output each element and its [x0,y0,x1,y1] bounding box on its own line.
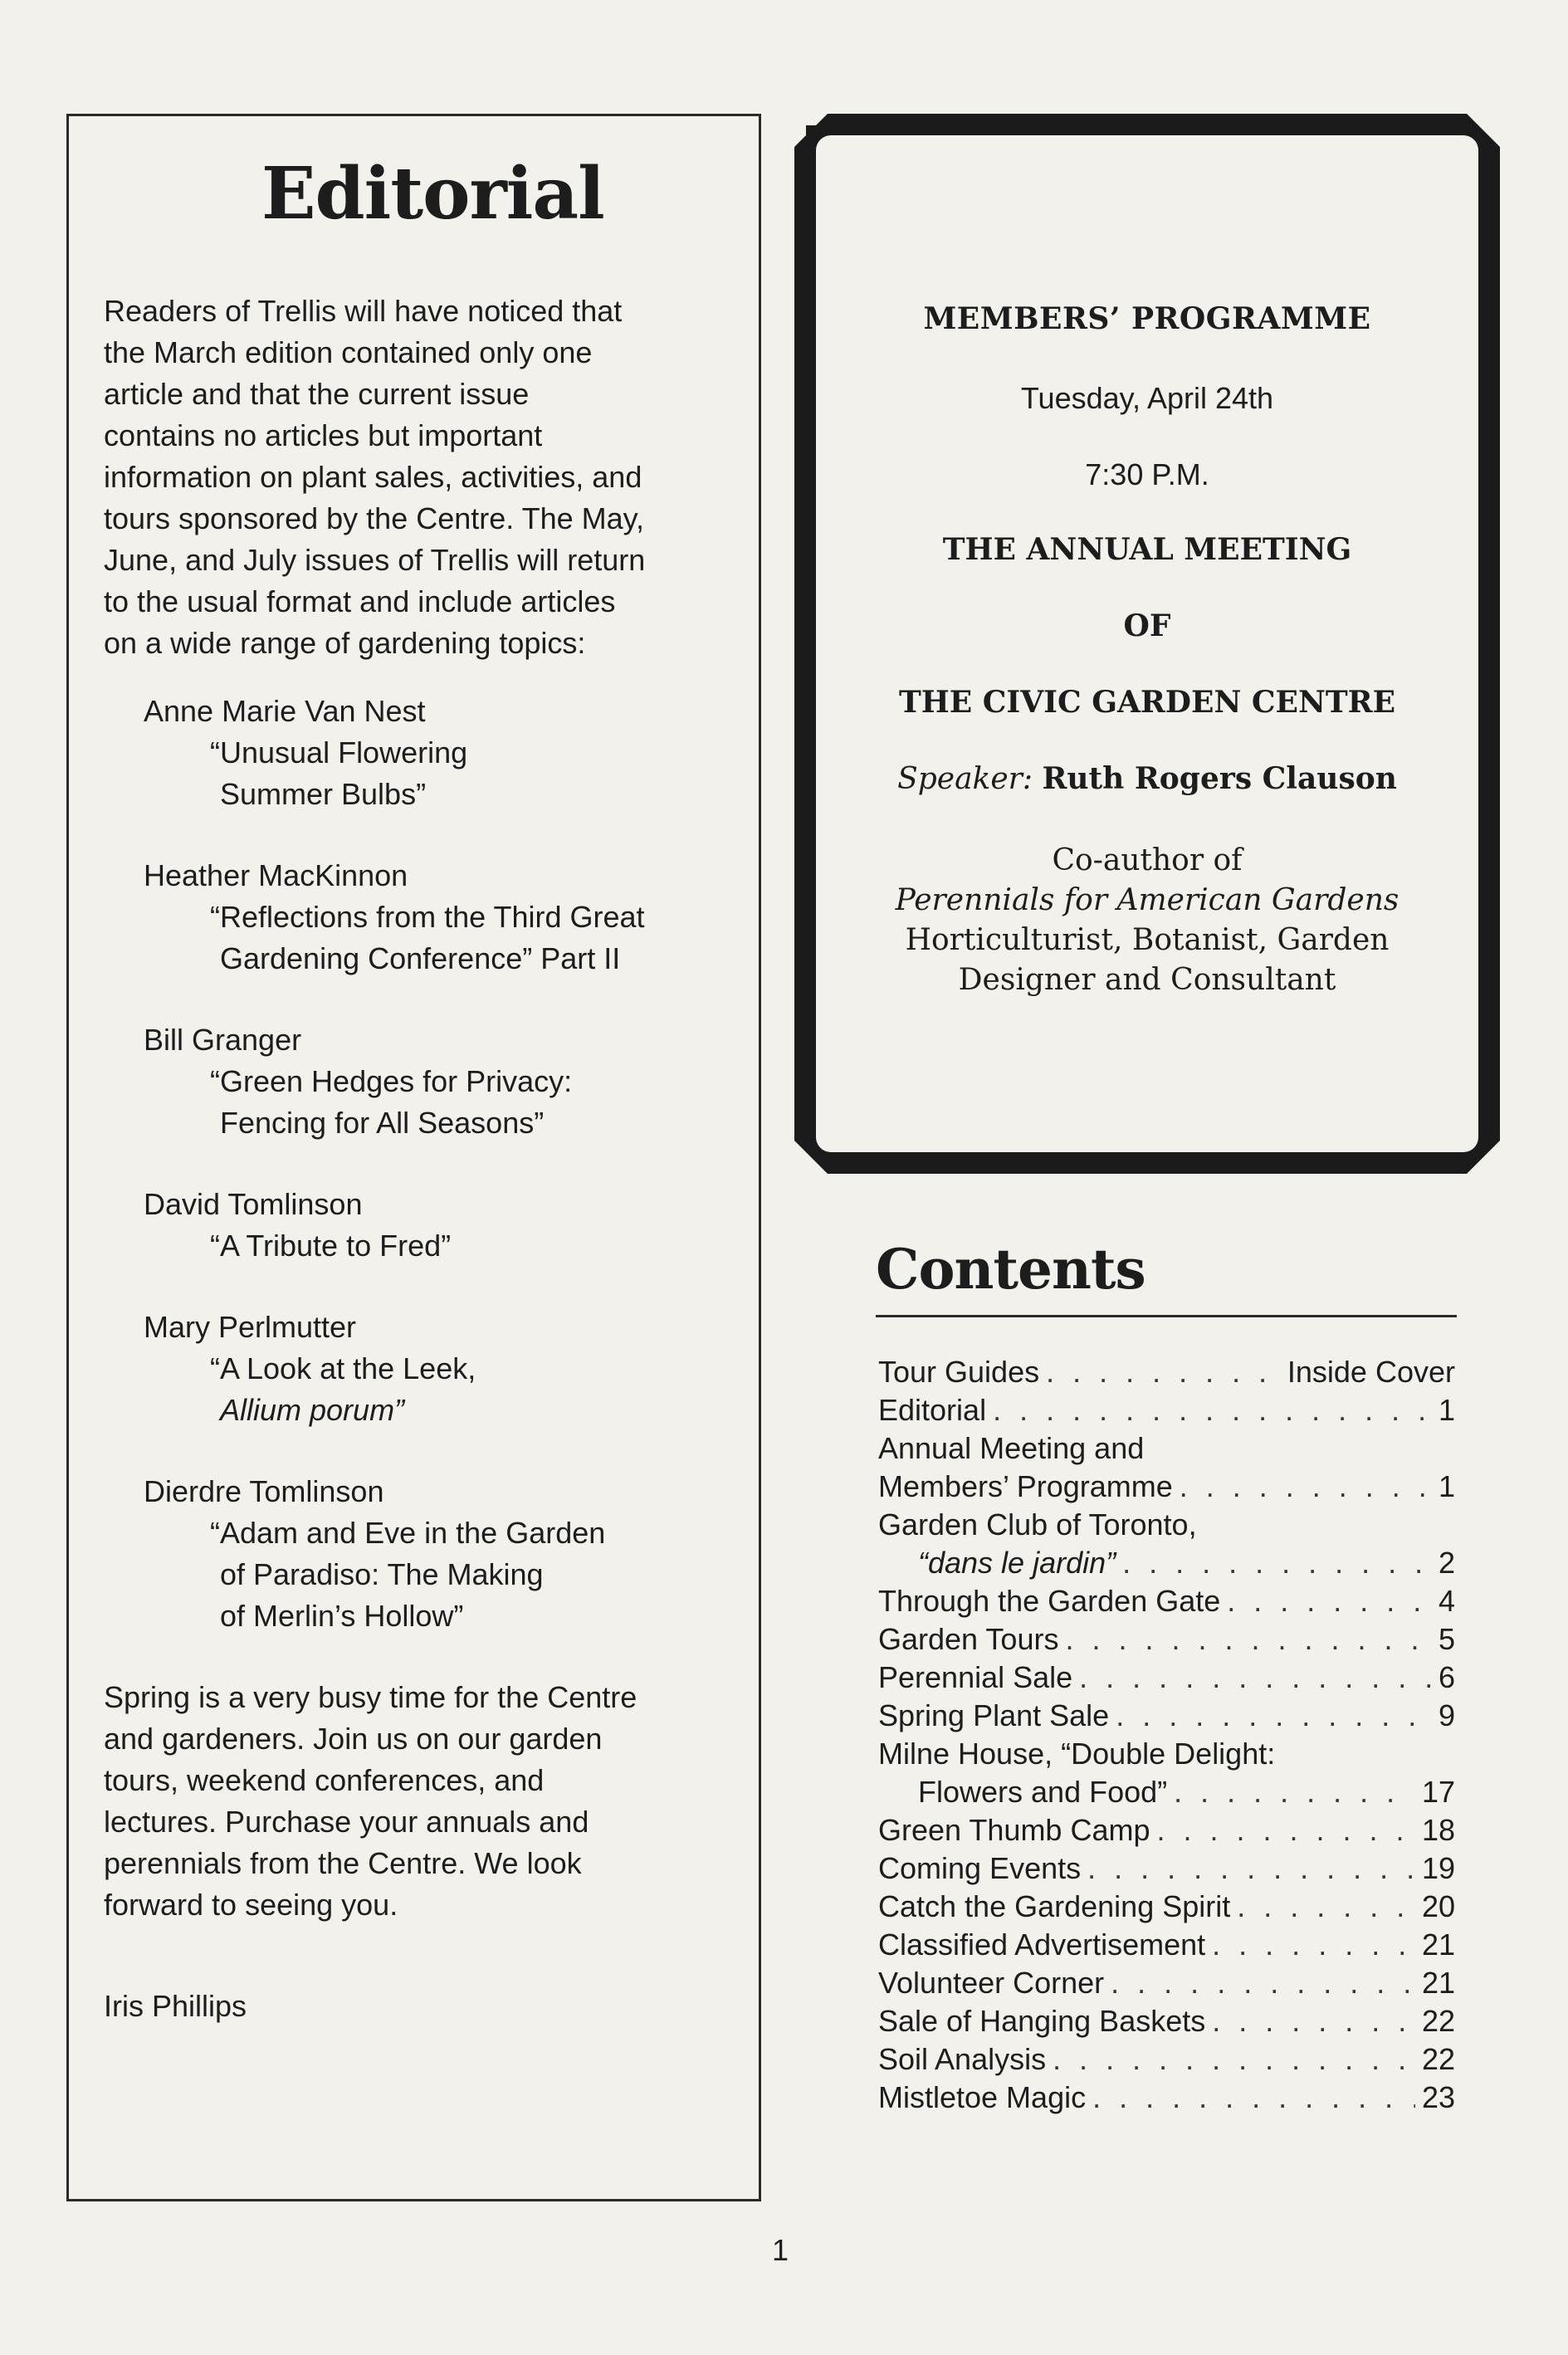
programme-date: Tuesday, April 24th [1020,381,1274,415]
toc-leader [1180,1468,1432,1506]
toc-entry [878,1391,1455,1429]
toc-entry [878,1544,1455,1582]
toc-entry-page: 1 [1438,1469,1455,1503]
toc-entry-title-line: Annual Meeting and [878,1431,1145,1465]
toc-entry-title: Editorial [878,1393,987,1427]
contents-divider [876,1315,1457,1317]
article-entry [144,1184,719,1267]
toc-entry-title: Classified Advertisement [878,1927,1206,1962]
toc-entry-page: 2 [1438,1546,1455,1580]
toc-entry [878,1926,1455,1964]
toc-entry [878,1468,1455,1506]
toc-leader [1212,1926,1415,1964]
toc-leader [993,1391,1432,1429]
toc-leader [1237,1888,1415,1926]
toc-entry [878,1888,1455,1926]
toc-entry [878,1353,1455,1391]
toc-leader [1116,1697,1432,1735]
toc-entry-title: Green Thumb Camp [878,1813,1150,1847]
article-title: “Green Hedges for Privacy: Fencing for All Seasons” [210,1063,573,1140]
toc-entry [878,2002,1455,2040]
toc-entry-page: 18 [1421,1813,1455,1847]
toc-leader [1111,1964,1415,2002]
toc-entry-page: 22 [1421,2042,1455,2076]
article-author: Mary Perlmutter [144,1309,357,1344]
toc-leader [1122,1544,1432,1582]
toc-entry [878,1620,1455,1659]
toc-leader [1212,2002,1415,2040]
toc-entry-title: Through the Garden Gate [878,1584,1221,1618]
article-author: Anne Marie Van Nest [144,693,426,728]
toc-entry-page: 20 [1421,1889,1455,1923]
toc-entry-page: 17 [1421,1775,1455,1809]
toc-entry-italic: “dans le jardin” [918,1546,1116,1580]
article-author: Bill Granger [144,1022,302,1057]
toc-entry-title: Sale of Hanging Baskets [878,2004,1206,2038]
article-entry [144,855,719,980]
article-entry [144,1471,719,1637]
article-title: “Reflections from the Third Great Gardening Conference” Part II [210,899,645,975]
toc-entry [878,1659,1455,1697]
toc-entry-page: 22 [1421,2004,1455,2038]
toc-entry-page: 9 [1438,1698,1455,1732]
programme-speaker [816,761,1478,796]
toc-entry [878,1964,1455,2002]
toc-entry-page: 6 [1438,1660,1455,1694]
toc-entry-title: Tour Guides [878,1355,1040,1389]
toc-entry-title: Perennial Sale [878,1660,1073,1694]
programme-meeting: THE ANNUAL MEETING [942,532,1352,567]
editorial-closing: Spring is a very busy time for the Centre and gardeners. Join us on our garden tours, weekend conferences, and lectures. Purchase your annuals and perennials from the Centre. We look forward to seeing you. [104,1679,637,1922]
programme-speaker-bio [816,841,1478,1000]
article-title: “A Tribute to Fred” [210,1228,452,1263]
toc-entry-title: Soil Analysis [878,2042,1047,2076]
toc-entry-title: Coming Events [878,1851,1082,1885]
toc-leader [1079,1659,1432,1697]
toc-entry-title: Spring Plant Sale [878,1698,1110,1732]
toc-entry-title: Mistletoe Magic [878,2080,1087,2114]
article-title: “Unusual Flowering Summer Bulbs” [210,735,468,811]
article-title: “Adam and Eve in the Garden of Paradiso: The Making of Merlin’s Hollow” [210,1515,606,1633]
toc-entry [878,1849,1455,1888]
programme-time: 7:30 P.M. [1085,457,1209,491]
article-author: Dierdre Tomlinson [144,1473,384,1508]
toc-entry-title: Members’ Programme [878,1469,1173,1503]
toc-leader [1156,1811,1414,1849]
toc-entry-page: 4 [1438,1584,1455,1618]
toc-entry-page: 5 [1438,1622,1455,1656]
toc-leader [1087,1849,1415,1888]
coauthor-line: Co-author of [1052,843,1243,877]
roles-line-1: Horticulturist, Botanist, Garden [905,923,1390,957]
toc-entry-title: Catch the Gardening Spirit [878,1889,1231,1923]
toc-entry [878,1582,1455,1620]
article-author: Heather MacKinnon [144,857,408,892]
toc-entry-page: 21 [1421,1966,1455,2000]
book-title: Perennials for American Gardens [895,883,1399,917]
toc-entry-title [918,1544,1116,1582]
toc-entry [878,1773,1455,1811]
toc-entry-page: 21 [1421,1927,1455,1962]
programme-of: OF [1123,608,1171,643]
toc-entry-title-line: Garden Club of Toronto, [878,1507,1197,1541]
article-entry [144,1307,719,1431]
page-number: 1 [772,2233,789,2267]
toc-entry-title-line: Milne House, “Double Delight: [878,1737,1276,1771]
toc-leader [1227,1582,1432,1620]
toc-entry [878,1697,1455,1735]
toc-leader [1046,1353,1281,1391]
toc-entry [878,2079,1455,2117]
toc-entry-page: 23 [1421,2080,1455,2114]
toc-entry-page: 19 [1421,1851,1455,1885]
article-title-line: “A Look at the Leek, [210,1351,476,1385]
article-title [210,1348,719,1431]
roles-line-2: Designer and Consultant [958,963,1336,997]
article-list [104,691,719,1637]
toc-leader [1092,2079,1415,2117]
toc-entry [878,2040,1455,2079]
toc-entry-title: Flowers and Food” [918,1775,1168,1809]
editorial-box [66,114,761,2201]
editorial-title: Editorial [261,152,604,236]
programme-centre: THE CIVIC GARDEN CENTRE [898,685,1396,720]
article-title-italic: Allium porum” [220,1392,405,1427]
speaker-name: Ruth Rogers Clauson [1042,761,1397,796]
programme-inner [816,135,1478,1152]
toc-leader [1174,1773,1415,1811]
toc-entry-title: Garden Tours [878,1622,1059,1656]
editorial-intro: Readers of Trellis will have noticed that the March edition contained only one article and that the current issue contains no articles but important information on plant sales, activities, and tours sponsored by the Centre. The May, June, and July issues of Trellis will return to the usual format and include articles on a wide range of gardening topics: [104,293,646,660]
article-author: David Tomlinson [144,1186,363,1221]
speaker-label: Speaker: [897,762,1033,796]
article-entry [144,1019,719,1144]
toc-entry-title: Volunteer Corner [878,1966,1105,2000]
toc-entry-page: 1 [1438,1393,1455,1427]
programme-heading: MEMBERS’ PROGRAMME [923,301,1371,336]
editorial-signature: Iris Phillips [104,1988,247,2023]
toc-leader [1065,1620,1432,1659]
toc-leader [1053,2040,1415,2079]
table-of-contents [878,1353,1455,2117]
members-programme-box [794,114,1500,1174]
toc-entry [878,1811,1455,1849]
toc-entry-page: Inside Cover [1287,1355,1455,1389]
article-entry [144,691,719,815]
contents-title: Contents [876,1237,1145,1302]
